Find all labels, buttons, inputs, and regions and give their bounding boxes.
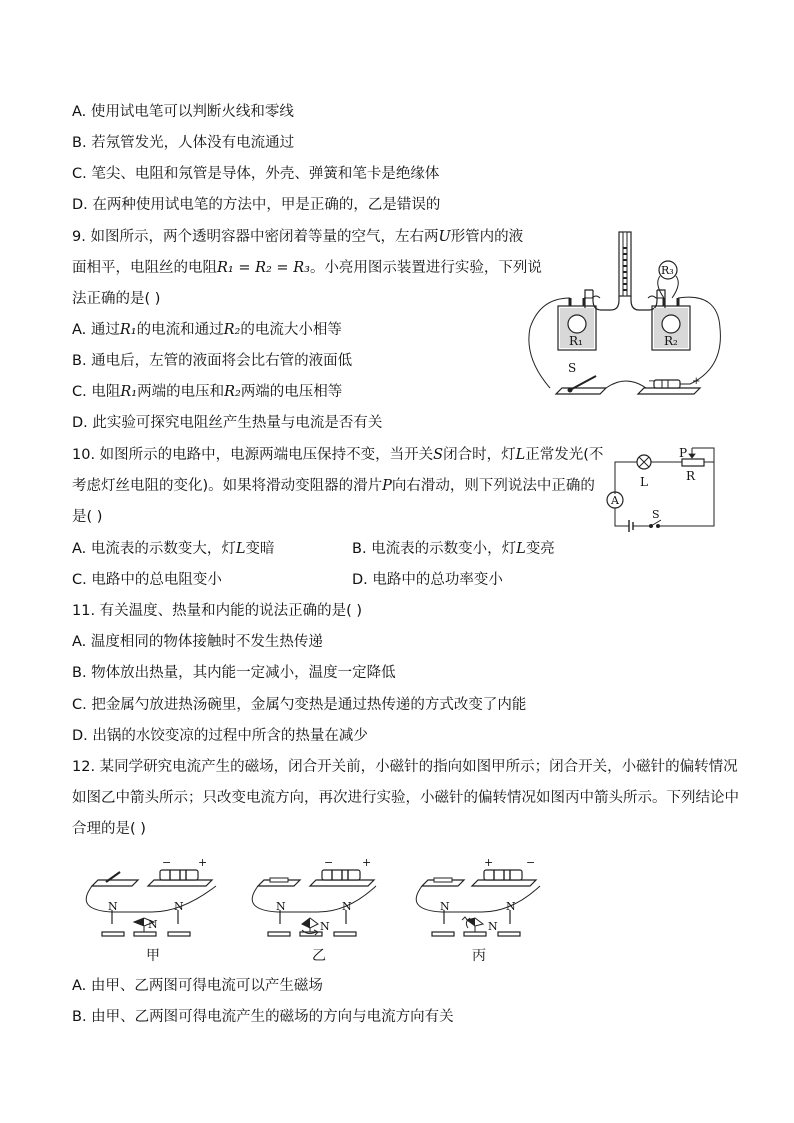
q9-fig-label-r1: R₁ [569,334,583,348]
q10-fig-label-p: P [679,446,688,460]
q11-option-b: B. 物体放出热量，其内能一定减小，温度一定降低 [72,665,396,681]
q12-option-b: B. 由甲、乙两图可得电流产生的磁场的方向与电流方向有关 [72,1009,454,1025]
q12-jia-plus: + [198,856,208,869]
q9-option-b: B. 通电后，左管的液面将会比右管的液面低 [72,353,353,369]
q12-yi-needle-n: N [320,920,330,933]
q12-oersted-experiment-figure [70,848,570,968]
q10-fig-label-s: S [652,508,660,521]
q12-caption-yi: 乙 [312,948,326,964]
q12-stem-line-1: 12. 某同学研究电流产生的磁场，闭合开关前，小磁针的指向如图甲所示；闭合开关，小磁针的偏转情况 [72,759,738,775]
q10-fig-label-r: R [686,469,696,483]
q12-option-a: A. 由甲、乙两图可得电流可以产生磁场 [72,978,323,994]
q10-option-b: B. 电流表的示数变小，灯L变亮 [352,541,555,557]
q12-yi-minus: − [324,856,334,869]
q10-stem-line-3: 是( ) [72,509,103,525]
q12-jia-minus: − [162,856,172,869]
q10-circuit-figure [598,446,722,534]
q12-yi-n-right: N [342,900,352,913]
q10-stem-line-1: 10. 如图所示的电路中，电源两端电压保持不变，当开关S闭合时，灯L正常发光(不 [72,447,604,463]
q9-stem-line-3: 法正确的是( ) [72,291,161,307]
q11-option-a: A. 温度相同的物体接触时不发生热传递 [72,634,323,650]
q12-jia-n-right: N [174,900,184,913]
q12-yi-plus: + [362,856,372,869]
q12-stem-line-3: 合理的是( ) [72,821,146,837]
q9-fig-label-r3: R₃ [661,264,674,277]
q12-caption-jia: 甲 [146,948,160,964]
q9-fig-minus: − [648,376,657,387]
q10-option-d: D. 电路中的总功率变小 [352,572,503,588]
q10-fig-label-a: A [611,494,619,507]
q9-option-c: C. 电阻R₁两端的电压和R₂两端的电压相等 [72,384,343,400]
q11-option-d: D. 出锅的水饺变凉的过程中所含的热量在减少 [72,728,368,744]
q9-option-a: A. 通过R₁的电流和通过R₂的电流大小相等 [72,322,342,338]
q12-jia-needle-n: N [148,918,158,931]
q10-stem-line-2: 考虑灯丝电阻的变化)。如果将滑动变阻器的滑片P向右滑动，则下列说法中正确的 [72,478,595,494]
q11-option-c: C. 把金属勺放进热汤碗里，金属勺变热是通过热传递的方式改变了内能 [72,697,527,713]
q9-fig-label-r2: R₂ [664,334,678,348]
q9-option-d: D. 此实验可探究电阻丝产生热量与电流是否有关 [72,415,383,431]
q9-stem-line-1: 9. 如图所示，两个透明容器中密闭着等量的空气，左右两U形管内的液 [72,229,524,245]
q12-bing-n-right: N [506,900,516,913]
q9-fig-label-s: S [568,361,577,375]
q8-option-a: A. 使用试电笔可以判断火线和零线 [72,104,294,120]
q11-stem: 11. 有关温度、热量和内能的说法正确的是( ) [72,603,363,619]
q10-option-a: A. 电流表的示数变大，灯L变暗 [72,541,275,557]
q9-fig-plus: + [692,376,701,387]
q12-caption-bing: 丙 [472,948,486,964]
q8-option-c: C. 笔尖、电阻和氖管是导体，外壳、弹簧和笔卡是绝缘体 [72,166,440,182]
q12-jia-n-left: N [108,900,118,913]
q12-yi-n-left: N [276,900,286,913]
q12-bing-plus: + [484,856,494,869]
q10-option-c: C. 电路中的总电阻变小 [72,572,222,588]
q10-fig-label-l: L [640,475,648,489]
q9-joule-heating-apparatus-figure [520,228,730,404]
q12-bing-minus: − [526,856,536,869]
q9-stem-line-2: 面相平，电阻丝的电阻R₁ = R₂ = R₃。小亮用图示装置进行实验，下列说 [72,260,542,276]
q8-option-d: D. 在两种使用试电笔的方法中，甲是正确的，乙是错误的 [72,197,441,213]
q12-stem-line-2: 如图乙中箭头所示；只改变电流方向，再次进行实验，小磁针的偏转情况如图丙中箭头所示。下列结论中 [72,790,739,806]
q12-bing-needle-n: N [488,920,498,933]
q12-bing-n-left: N [440,900,450,913]
q8-option-b: B. 若氖管发光，人体没有电流通过 [72,135,295,151]
